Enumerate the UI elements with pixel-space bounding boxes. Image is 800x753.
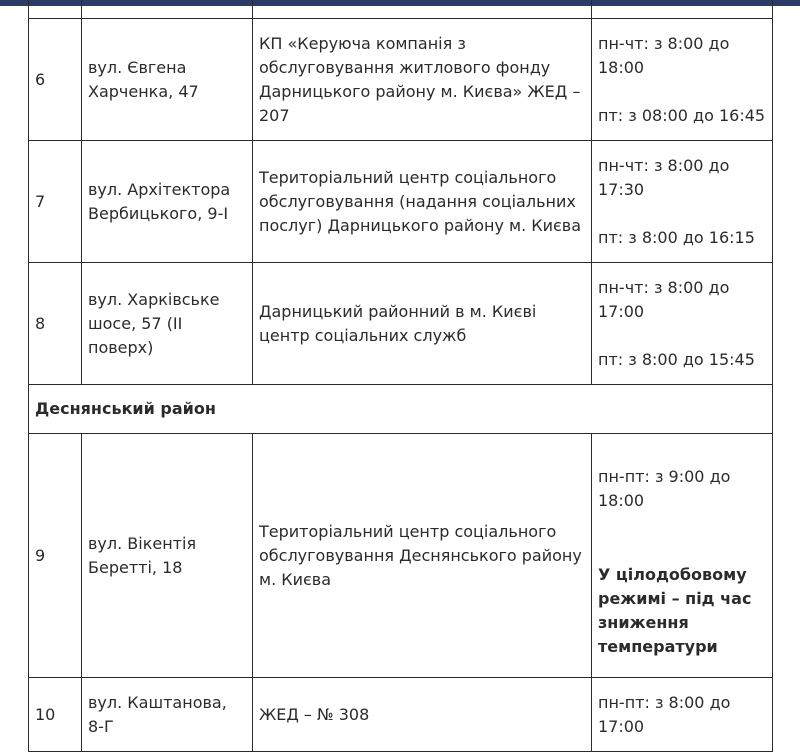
row-organization: Територіальний центр соціального обслуговування (надання соціальних послуг) Дарницького району м. Києва — [253, 141, 592, 263]
row-number: 10 — [29, 678, 82, 752]
district-title: Деснянський район — [29, 385, 773, 434]
row-hours — [592, 141, 773, 263]
hours-weekdays: пн-пт: з 9:00 до 18:00 — [598, 466, 731, 510]
table-row-partial — [29, 0, 773, 19]
hours-weekdays: пн-чт: з 8:00 до 18:00 — [598, 33, 730, 77]
row-address: вул. Каштанова, 8-Г — [82, 678, 253, 752]
hours-friday: пт: з 8:00 до 16:15 — [598, 227, 755, 247]
cell-empty — [82, 0, 253, 19]
row-number: 7 — [29, 141, 82, 263]
row-number: 8 — [29, 263, 82, 385]
hours-weekdays: пн-чт: з 8:00 до 17:30 — [598, 155, 730, 199]
schedule-table — [28, 0, 773, 752]
table-row — [29, 141, 773, 263]
hours-weekdays: пн-пт: з 8:00 до 17:00 — [598, 692, 731, 736]
row-organization: ЖЕД – № 308 — [253, 678, 592, 752]
table-row — [29, 263, 773, 385]
row-number: 6 — [29, 19, 82, 141]
hours-weekdays: пн-чт: з 8:00 до 17:00 — [598, 277, 730, 321]
cell-empty — [592, 0, 773, 19]
table-row — [29, 434, 773, 678]
row-address: вул. Архітектора Вербицького, 9-І — [82, 141, 253, 263]
hours-friday: пт: з 08:00 до 16:45 — [598, 105, 766, 125]
table-row — [29, 19, 773, 141]
hours-note: У цілодобовому режимі – під час зниження температури — [598, 564, 752, 656]
row-organization: Територіальний центр соціального обслуговування Деснянського району м. Києва — [253, 434, 592, 678]
cell-empty — [253, 0, 592, 19]
row-hours — [592, 678, 773, 752]
row-address: вул. Євгена Харченка, 47 — [82, 19, 253, 141]
cell-empty — [29, 0, 82, 19]
row-address: вул. Вікентія Беретті, 18 — [82, 434, 253, 678]
row-address: вул. Харківське шосе, 57 (ІІ поверх) — [82, 263, 253, 385]
district-header-row — [29, 385, 773, 434]
row-organization: КП «Керуюча компанія з обслуговування житлового фонду Дарницького району м. Києва» ЖЕД – 207 — [253, 19, 592, 141]
table-row — [29, 678, 773, 752]
row-hours — [592, 263, 773, 385]
row-number: 9 — [29, 434, 82, 678]
row-hours — [592, 19, 773, 141]
row-organization: Дарницький районний в м. Києві центр соціальних служб — [253, 263, 592, 385]
hours-friday: пт: з 8:00 до 15:45 — [598, 349, 755, 369]
row-hours — [592, 434, 773, 678]
